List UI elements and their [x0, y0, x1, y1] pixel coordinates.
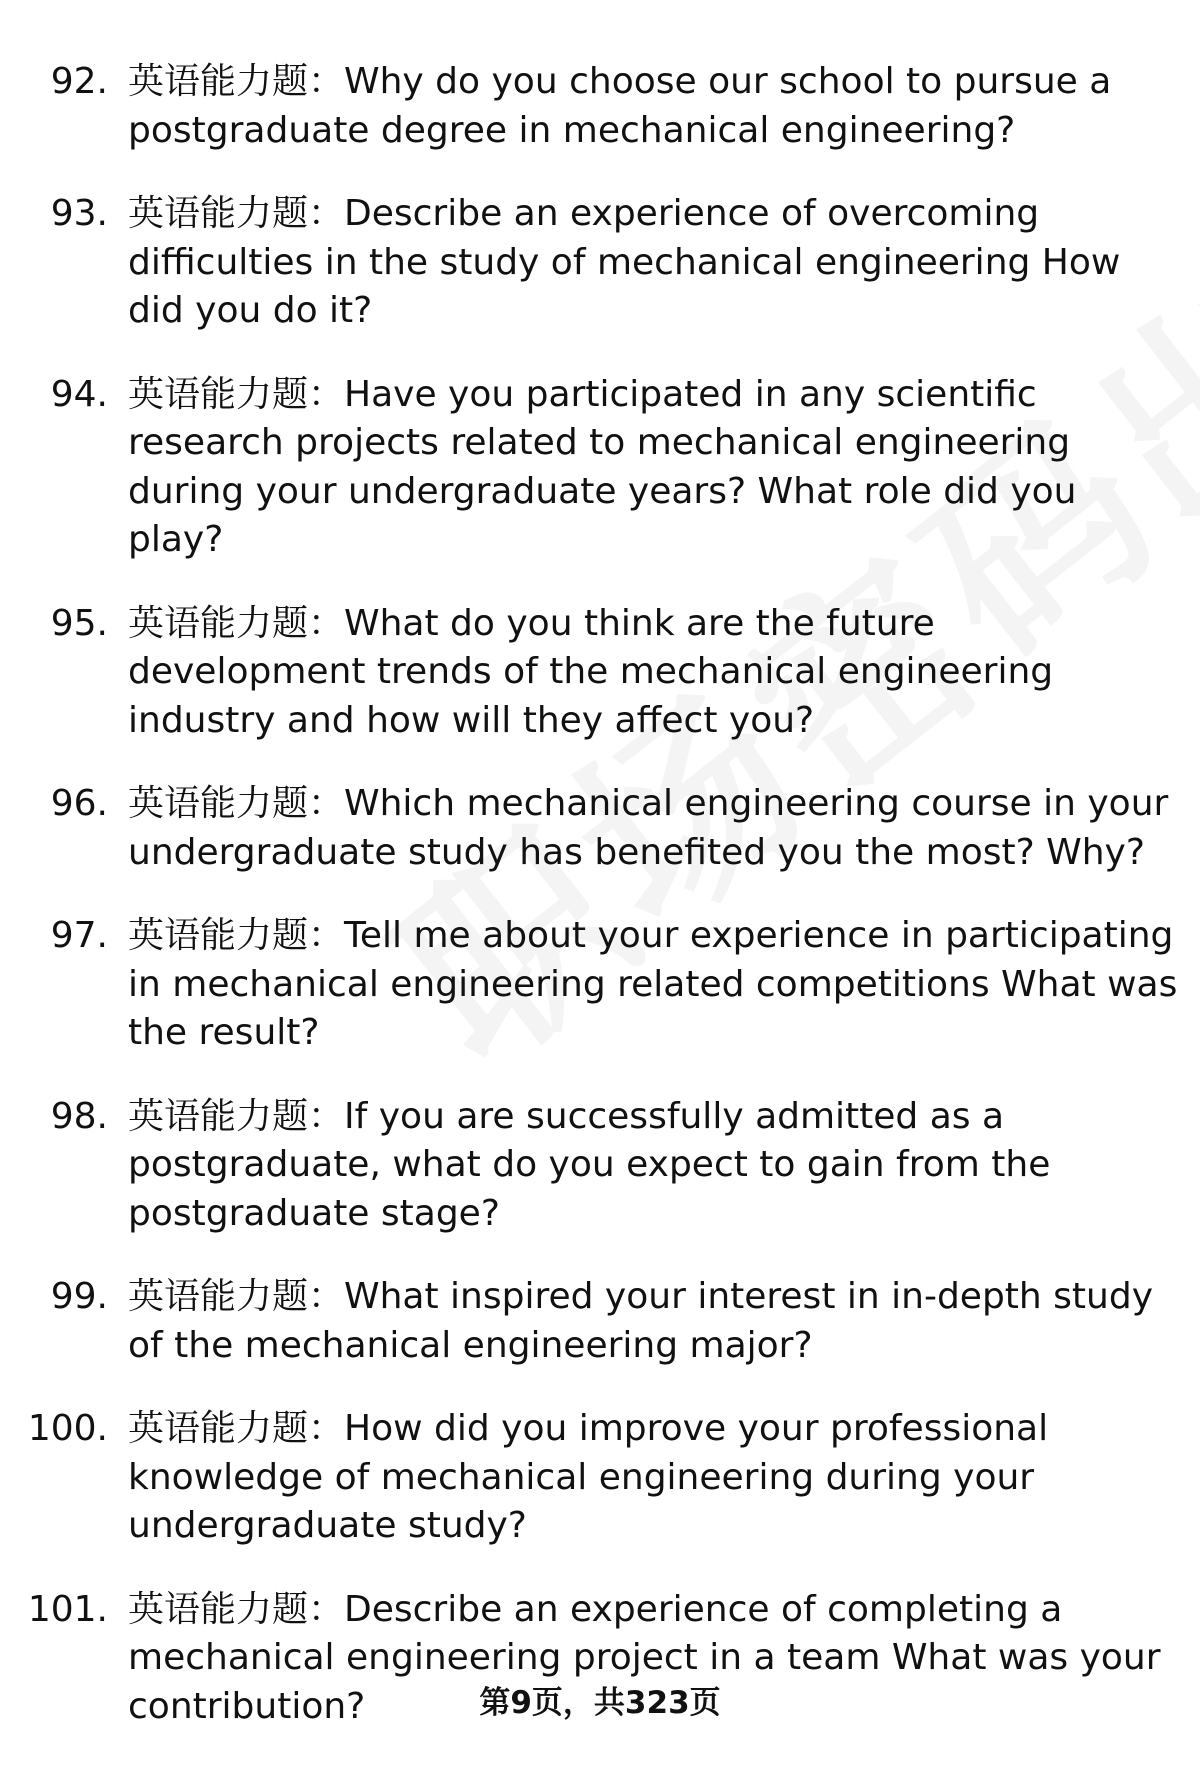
- question-prefix: 英语能力题：: [128, 61, 345, 102]
- question-list: [0, 58, 1200, 1766]
- question-prefix: 英语能力题：: [128, 1276, 345, 1317]
- question-item: [0, 912, 1200, 1058]
- question-text: [128, 780, 1178, 877]
- page-footer: 第9页，共323页: [479, 1685, 721, 1721]
- question-item: [0, 1093, 1200, 1239]
- question-prefix: 英语能力题：: [128, 193, 345, 234]
- question-prefix: 英语能力题：: [128, 373, 345, 415]
- question-number: 98.: [50, 1095, 108, 1137]
- question-item: [0, 780, 1200, 877]
- question-text: [128, 190, 1178, 336]
- question-item: [0, 1405, 1200, 1551]
- question-item: [0, 190, 1200, 336]
- question-item: [0, 58, 1200, 155]
- question-number: 94.: [50, 373, 108, 415]
- question-body: Describe an experience of completing a mechanical engineering project in a team What was your contribution?: [128, 1588, 1161, 1727]
- question-body: If you are successfully admitted as a postgraduate, what do you expect to gain from the postgraduate stage?: [128, 1095, 1051, 1234]
- question-body: What do you think are the future development trends of the mechanical engineering industry and how will they affect you?: [128, 602, 1054, 741]
- question-prefix: 英语能力题：: [128, 1408, 345, 1449]
- question-body: Which mechanical engineering course in your undergraduate study has benefited you the most? Why?: [128, 783, 1169, 873]
- question-prefix: 英语能力题：: [128, 1095, 345, 1137]
- question-text: [128, 912, 1178, 1058]
- question-text: [128, 1093, 1178, 1239]
- question-number: 99.: [50, 1276, 108, 1317]
- question-body: Tell me about your experience in participating in mechanical engineering related competitions What was the result?: [128, 915, 1178, 1053]
- question-text: [128, 58, 1178, 155]
- question-number: 101.: [27, 1588, 108, 1630]
- question-number: 92.: [50, 61, 108, 102]
- question-number: 93.: [50, 193, 108, 234]
- question-prefix: 英语能力题：: [128, 602, 345, 644]
- question-prefix: 英语能力题：: [128, 915, 345, 956]
- question-number: 96.: [50, 783, 108, 824]
- question-body: Have you participated in any scientific research projects related to mechanical engineering during your undergraduate years? What role did you play?: [128, 373, 1077, 560]
- question-text: [128, 1273, 1178, 1370]
- question-item: [0, 600, 1200, 746]
- question-prefix: 英语能力题：: [128, 1588, 345, 1630]
- question-body: Describe an experience of overcoming difficulties in the study of mechanical engineering How did you do it?: [128, 193, 1121, 331]
- question-body: What inspired your interest in in-depth study of the mechanical engineering major?: [128, 1276, 1154, 1366]
- question-text: [128, 371, 1178, 565]
- question-text: [128, 600, 1178, 746]
- question-body: How did you improve your professional knowledge of mechanical engineering during your undergraduate study?: [128, 1408, 1049, 1546]
- question-body: Why do you choose our school to pursue a postgraduate degree in mechanical engineering?: [128, 61, 1112, 151]
- question-item: [0, 371, 1200, 565]
- question-text: [128, 1405, 1178, 1551]
- question-number: 95.: [50, 602, 108, 644]
- question-number: 100.: [27, 1408, 108, 1449]
- question-item: [0, 1273, 1200, 1370]
- question-number: 97.: [50, 915, 108, 956]
- question-prefix: 英语能力题：: [128, 783, 345, 824]
